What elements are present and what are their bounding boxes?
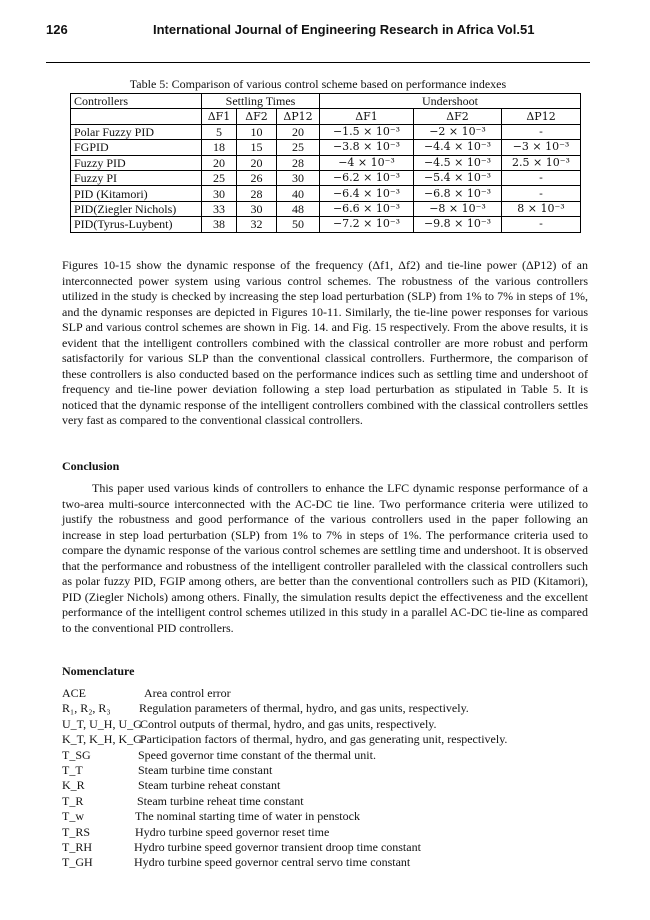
table-cell: 20: [237, 155, 277, 170]
nomenclature-item: [62, 717, 602, 732]
table-cell: -: [502, 170, 581, 185]
table-cell: −4.5 × 10⁻³: [414, 155, 502, 170]
table-body: [71, 124, 581, 232]
table-cell: 10: [237, 124, 277, 139]
nomenclature-symbol: R₁, R₂, R₃: [62, 701, 111, 716]
table-row: [71, 170, 581, 185]
table-row: [71, 217, 581, 232]
table-cell: −4 × 10⁻³: [320, 155, 414, 170]
table-caption: Table 5: Comparison of various control scheme based on performance indexes: [129, 77, 507, 91]
table-cell: 15: [237, 140, 277, 155]
table-cell: −1.5 × 10⁻³: [320, 124, 414, 139]
table-row: [71, 140, 581, 155]
table-cell: 48: [277, 201, 320, 216]
table-cell: 26: [237, 170, 277, 185]
table-cell: 18: [202, 140, 237, 155]
table-cell: 28: [277, 155, 320, 170]
table-cell: 30: [202, 186, 237, 201]
header-rule: [46, 62, 590, 63]
table-cell: 38: [202, 217, 237, 232]
table-cell: −8 × 10⁻³: [414, 201, 502, 216]
nomenclature-symbol: T_w: [62, 809, 84, 824]
nomenclature-item: [62, 825, 602, 840]
table-cell: −6.8 × 10⁻³: [414, 186, 502, 201]
running-header: [46, 22, 606, 42]
table-cell: -: [502, 124, 581, 139]
performance-table: [70, 93, 581, 233]
nomenclature-symbol: T_GH: [62, 855, 93, 870]
table-cell: −3.8 × 10⁻³: [320, 140, 414, 155]
table-cell: 8 × 10⁻³: [502, 201, 581, 216]
nomenclature-symbol: T_RS: [62, 824, 91, 839]
subheader-cell: ΔF2: [414, 109, 502, 124]
table-cell: 20: [277, 124, 320, 139]
table-cell: 40: [277, 186, 320, 201]
controller-name-cell: Fuzzy PI: [71, 170, 202, 185]
table-cell: 28: [237, 186, 277, 201]
nomenclature-symbol: T_SG: [62, 747, 91, 762]
subheader-cell: ΔF2: [237, 109, 277, 124]
table-cell: 20: [202, 155, 237, 170]
table-cell: 30: [237, 201, 277, 216]
table-cell: -: [502, 186, 581, 201]
table-cell: −6.2 × 10⁻³: [320, 170, 414, 185]
controller-name-cell: PID(Tyrus-Luybent): [71, 217, 202, 232]
controller-name-cell: PID(Ziegler Nichols): [71, 201, 202, 216]
table-cell: −6.4 × 10⁻³: [320, 186, 414, 201]
table-subheader-row: [71, 109, 581, 124]
table-cell: -: [502, 217, 581, 232]
nomenclature-symbol: T_T: [62, 762, 83, 777]
table-row: [71, 186, 581, 201]
nomenclature-symbol: U_T, U_H, U_G: [62, 716, 142, 731]
table-cell: 50: [277, 217, 320, 232]
table-row: [71, 201, 581, 216]
journal-title: International Journal of Engineering Research in Africa Vol.51: [153, 22, 535, 37]
header-undershoot: Undershoot: [320, 94, 581, 109]
nomenclature-description: Regulation parameters of thermal, hydro, and gas units, respectively.: [139, 701, 469, 716]
nomenclature-symbol: T_R: [62, 793, 84, 808]
conclusion-paragraph: This paper used various kinds of controllers to enhance the LFC dynamic response performance of a two-area multi-source interconnected with the AC-DC tie line. Two performance criteria were utilized to justify the robustness and good performance of the various controllers used in the paper following an increase in step load perturbation (SLP) from 1% to 7% in steps of 1%. The performance criteria used to compare the dynamic response of the various control schemes are settling time and undershoot. It is observed that the performance and robustness of the intelligent controller paralleled with the classical controllers such as polar fuzzy PID, FGIP among others, are better than the conventional controllers such as PID (Kitamori), PID (Ziegler Nichols) among others. Finally, the simulation results depict the effectiveness and the excellent performance of the intelligent control schemes utilized in this study in a parallel AC-DC tie-line as compared to the conventional PID controllers.: [62, 481, 588, 635]
nomenclature-description: Steam turbine reheat time constant: [137, 793, 304, 808]
nomenclature-item: [62, 840, 602, 855]
controller-name-cell: PID (Kitamori): [71, 186, 202, 201]
table-cell: 5: [202, 124, 237, 139]
table-header-row: [71, 94, 581, 109]
table-cell: 33: [202, 201, 237, 216]
page-number: 126: [46, 22, 68, 37]
nomenclature-description: Control outputs of thermal, hydro, and gas units, respectively.: [140, 716, 437, 731]
nomenclature-item: [62, 763, 602, 778]
table-cell: 25: [202, 170, 237, 185]
table-cell: −7.2 × 10⁻³: [320, 217, 414, 232]
nomenclature-item: [62, 701, 602, 716]
nomenclature-description: Steam turbine reheat constant: [138, 778, 281, 793]
table-cell: 32: [237, 217, 277, 232]
table-cell: −6.6 × 10⁻³: [320, 201, 414, 216]
nomenclature-item: [62, 778, 602, 793]
table-cell: 30: [277, 170, 320, 185]
table-cell: −9.8 × 10⁻³: [414, 217, 502, 232]
subheader-cell: ΔP12: [502, 109, 581, 124]
nomenclature-description: Hydro turbine speed governor central servo time constant: [134, 855, 411, 870]
controller-name-cell: Polar Fuzzy PID: [71, 124, 202, 139]
header-controllers: Controllers: [71, 94, 202, 109]
nomenclature-item: [62, 794, 602, 809]
nomenclature-symbol: K_T, K_H, K_G: [62, 732, 142, 747]
controller-name-cell: FGPID: [71, 140, 202, 155]
nomenclature-item: [62, 855, 602, 870]
nomenclature-description: The nominal starting time of water in penstock: [135, 809, 360, 824]
nomenclature-description: Hydro turbine speed governor reset time: [135, 824, 330, 839]
table-row: [71, 124, 581, 139]
table-cell: −5.4 × 10⁻³: [414, 170, 502, 185]
nomenclature-item: [62, 732, 602, 747]
table-cell: 25: [277, 140, 320, 155]
conclusion-heading: Conclusion: [62, 459, 120, 473]
nomenclature-description: Steam turbine time constant: [138, 762, 273, 777]
nomenclature-description: Speed governor time constant of the thermal unit.: [138, 747, 376, 762]
nomenclature-description: Area control error: [144, 686, 231, 700]
nomenclature-symbol: T_RH: [62, 839, 92, 854]
table-cell: −4.4 × 10⁻³: [414, 140, 502, 155]
nomenclature-heading: Nomenclature: [62, 664, 135, 678]
header-settling-times: Settling Times: [202, 94, 320, 109]
nomenclature-list: [62, 686, 602, 871]
controller-name-cell: Fuzzy PID: [71, 155, 202, 170]
table-cell: 2.5 × 10⁻³: [502, 155, 581, 170]
subheader-cell: ΔF1: [320, 109, 414, 124]
subheader-cell: ΔP12: [277, 109, 320, 124]
table-cell: −2 × 10⁻³: [414, 124, 502, 139]
nomenclature-symbol: ACE: [62, 686, 86, 700]
subheader-cell: ΔF1: [202, 109, 237, 124]
table-row: [71, 155, 581, 170]
nomenclature-description: Participation factors of thermal, hydro, and gas generating unit, respectively.: [140, 732, 508, 747]
body-paragraph: Figures 10-15 show the dynamic response of the frequency (Δf1, Δf2) and tie-line power (ΔP12) of an interconnected power system using various control schemes. The robustness of the various controllers utilized in the study is checked by increasing the step load perturbation (SLP) from 1% to 7% in steps of 1%, and the dynamic responses are depicted in Figures 10-11. Similarly, the tie-line power responses for various SLP and various control schemes are shown in Fig. 14. and Fig. 15 respectively. From the above results, it is evident that the intelligent controllers combined with the classical controller are more robust and perform satisfactorily for various SLP than the conventional classical controllers. Furthermore, the comparison of these controllers is also conducted based on the performance indices such as settling time and undershoot of frequency and tie-line power deviation following a step load perturbation as stipulated in Table 5. It is noticed that the dynamic response of the intelligent controllers combined with the classical controllers settles very fast as compared to the conventional classical controllers.: [62, 258, 588, 427]
nomenclature-item: [62, 748, 602, 763]
nomenclature-item: [62, 686, 602, 701]
nomenclature-symbol: K_R: [62, 778, 85, 793]
table-cell: −3 × 10⁻³: [502, 140, 581, 155]
nomenclature-item: [62, 809, 602, 824]
nomenclature-description: Hydro turbine speed governor transient droop time constant: [134, 839, 421, 854]
